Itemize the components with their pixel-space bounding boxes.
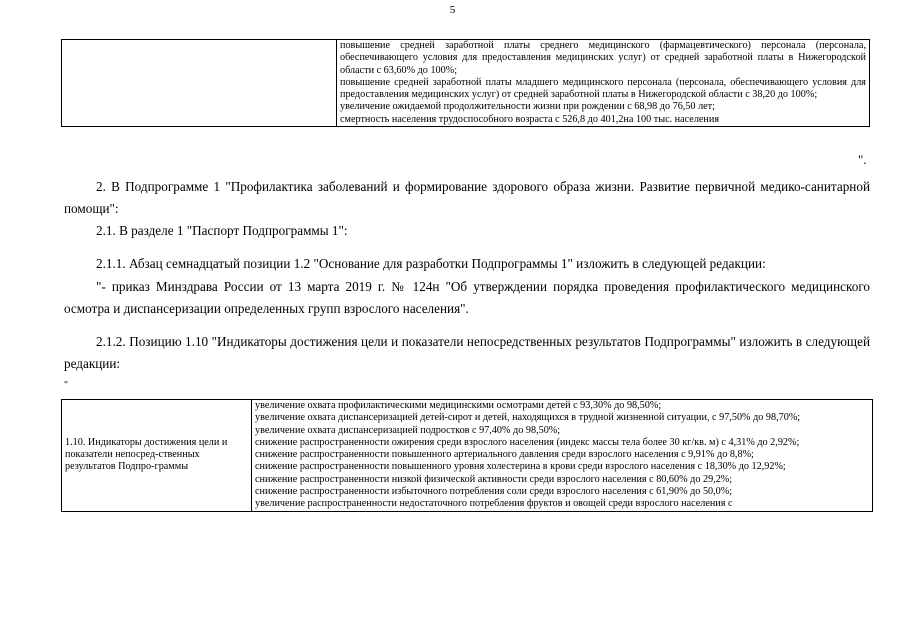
table-cell-line: снижение распространенности избыточного потребления соли среди взрослого населения с 61,90% до 50,0%; xyxy=(255,486,733,498)
top-table-left-cell xyxy=(62,40,337,127)
table-cell-line: увеличение охвата диспансеризацией подростков с 97,40% до 98,50%; xyxy=(255,424,561,436)
paragraph-2-1-1: 2.1.1. Абзац семнадцатый позиции 1.2 "Основание для разработки Подпрограммы 1" изложить в следующей редакции: xyxy=(96,256,766,271)
bottom-table-left-cell: 1.10. Индикаторы достижения цели и показатели непосред-ственных результатов Подпро-граммы xyxy=(62,400,252,512)
bottom-table-right-cell xyxy=(252,400,873,512)
paragraph-2-1: 2.1. В разделе 1 "Паспорт Подпрограммы 1": xyxy=(96,223,348,238)
paragraph-order-quote: "- приказ Минздрава России от 13 марта 2019 г. № 124н "Об утверждении порядка проведения профилактического медицинского осмотра и диспансеризации определенных групп взрослого населения". xyxy=(64,279,870,316)
table-cell-line: снижение распространенности повышенного уровня холестерина в крови среди взрослого населения с 18,30% до 12,92%; xyxy=(255,461,786,473)
table-cell-line: смертность населения трудоспособного возраста с 526,8 до 401,2на 100 тыс. населения xyxy=(340,113,720,125)
bottom-table xyxy=(61,399,873,512)
table-cell-line: увеличение распространенности недостаточного потребления фруктов и овощей среди взрослого населения с xyxy=(255,498,733,510)
table-cell-line: повышение средней заработной платы младшего медицинского персонала (персонала, обеспечивающего условия для предоставления медицинских услуг) от средней заработной платы в Нижегородской области с 38,20 до 100%; xyxy=(340,76,866,101)
table-cell-line: снижение распространенности повышенного артериального давления среди взрослого населения с 9,91% до 8,8%; xyxy=(255,449,754,461)
table-cell-line: увеличение ожидаемой продолжительности жизни при рождении с 68,98 до 76,50 лет; xyxy=(340,101,715,113)
table-row xyxy=(62,40,870,127)
table-cell-line: увеличение охвата профилактическими медицинскими осмотрами детей с 93,30% до 98,50%; xyxy=(255,400,662,411)
table-cell-line: повышение средней заработной платы среднего медицинского (фармацевтического) персонала (персонала, обеспечивающего условия для предоставления медицинских услуг) от средней заработной платы в Нижегородской области с 63,60% до 100%; xyxy=(340,40,866,76)
table-row xyxy=(62,400,873,512)
page-number: 5 xyxy=(449,4,456,16)
top-table xyxy=(61,39,870,127)
table-cell-line: снижение распространенности ожирения среди взрослого населения (индекс массы тела более 30 кг/кв. м) с 4,31% до 2,92%; xyxy=(255,436,800,448)
top-table-right-cell xyxy=(337,40,870,127)
paragraph-2: 2. В Подпрограмме 1 "Профилактика заболеваний и формирование здорового образа жизни. Развитие первичной медико-санитарной помощи": xyxy=(64,179,870,216)
paragraph-2-1-2: 2.1.2. Позицию 1.10 "Индикаторы достижения цели и показатели непосредственных результатов Подпрограммы" изложить в следующей редакции: xyxy=(64,334,870,371)
table-cell-line: снижение распространенности низкой физической активности среди взрослого населения с 80,60% до 29,2%; xyxy=(255,473,733,485)
opening-quote: " xyxy=(64,380,69,391)
table-cell-line: увеличение охвата диспансеризацией детей-сирот и детей, находящихся в трудной жизненной ситуации, с 97,50% до 98,70%; xyxy=(255,412,801,424)
closing-quote: ". xyxy=(858,152,867,167)
